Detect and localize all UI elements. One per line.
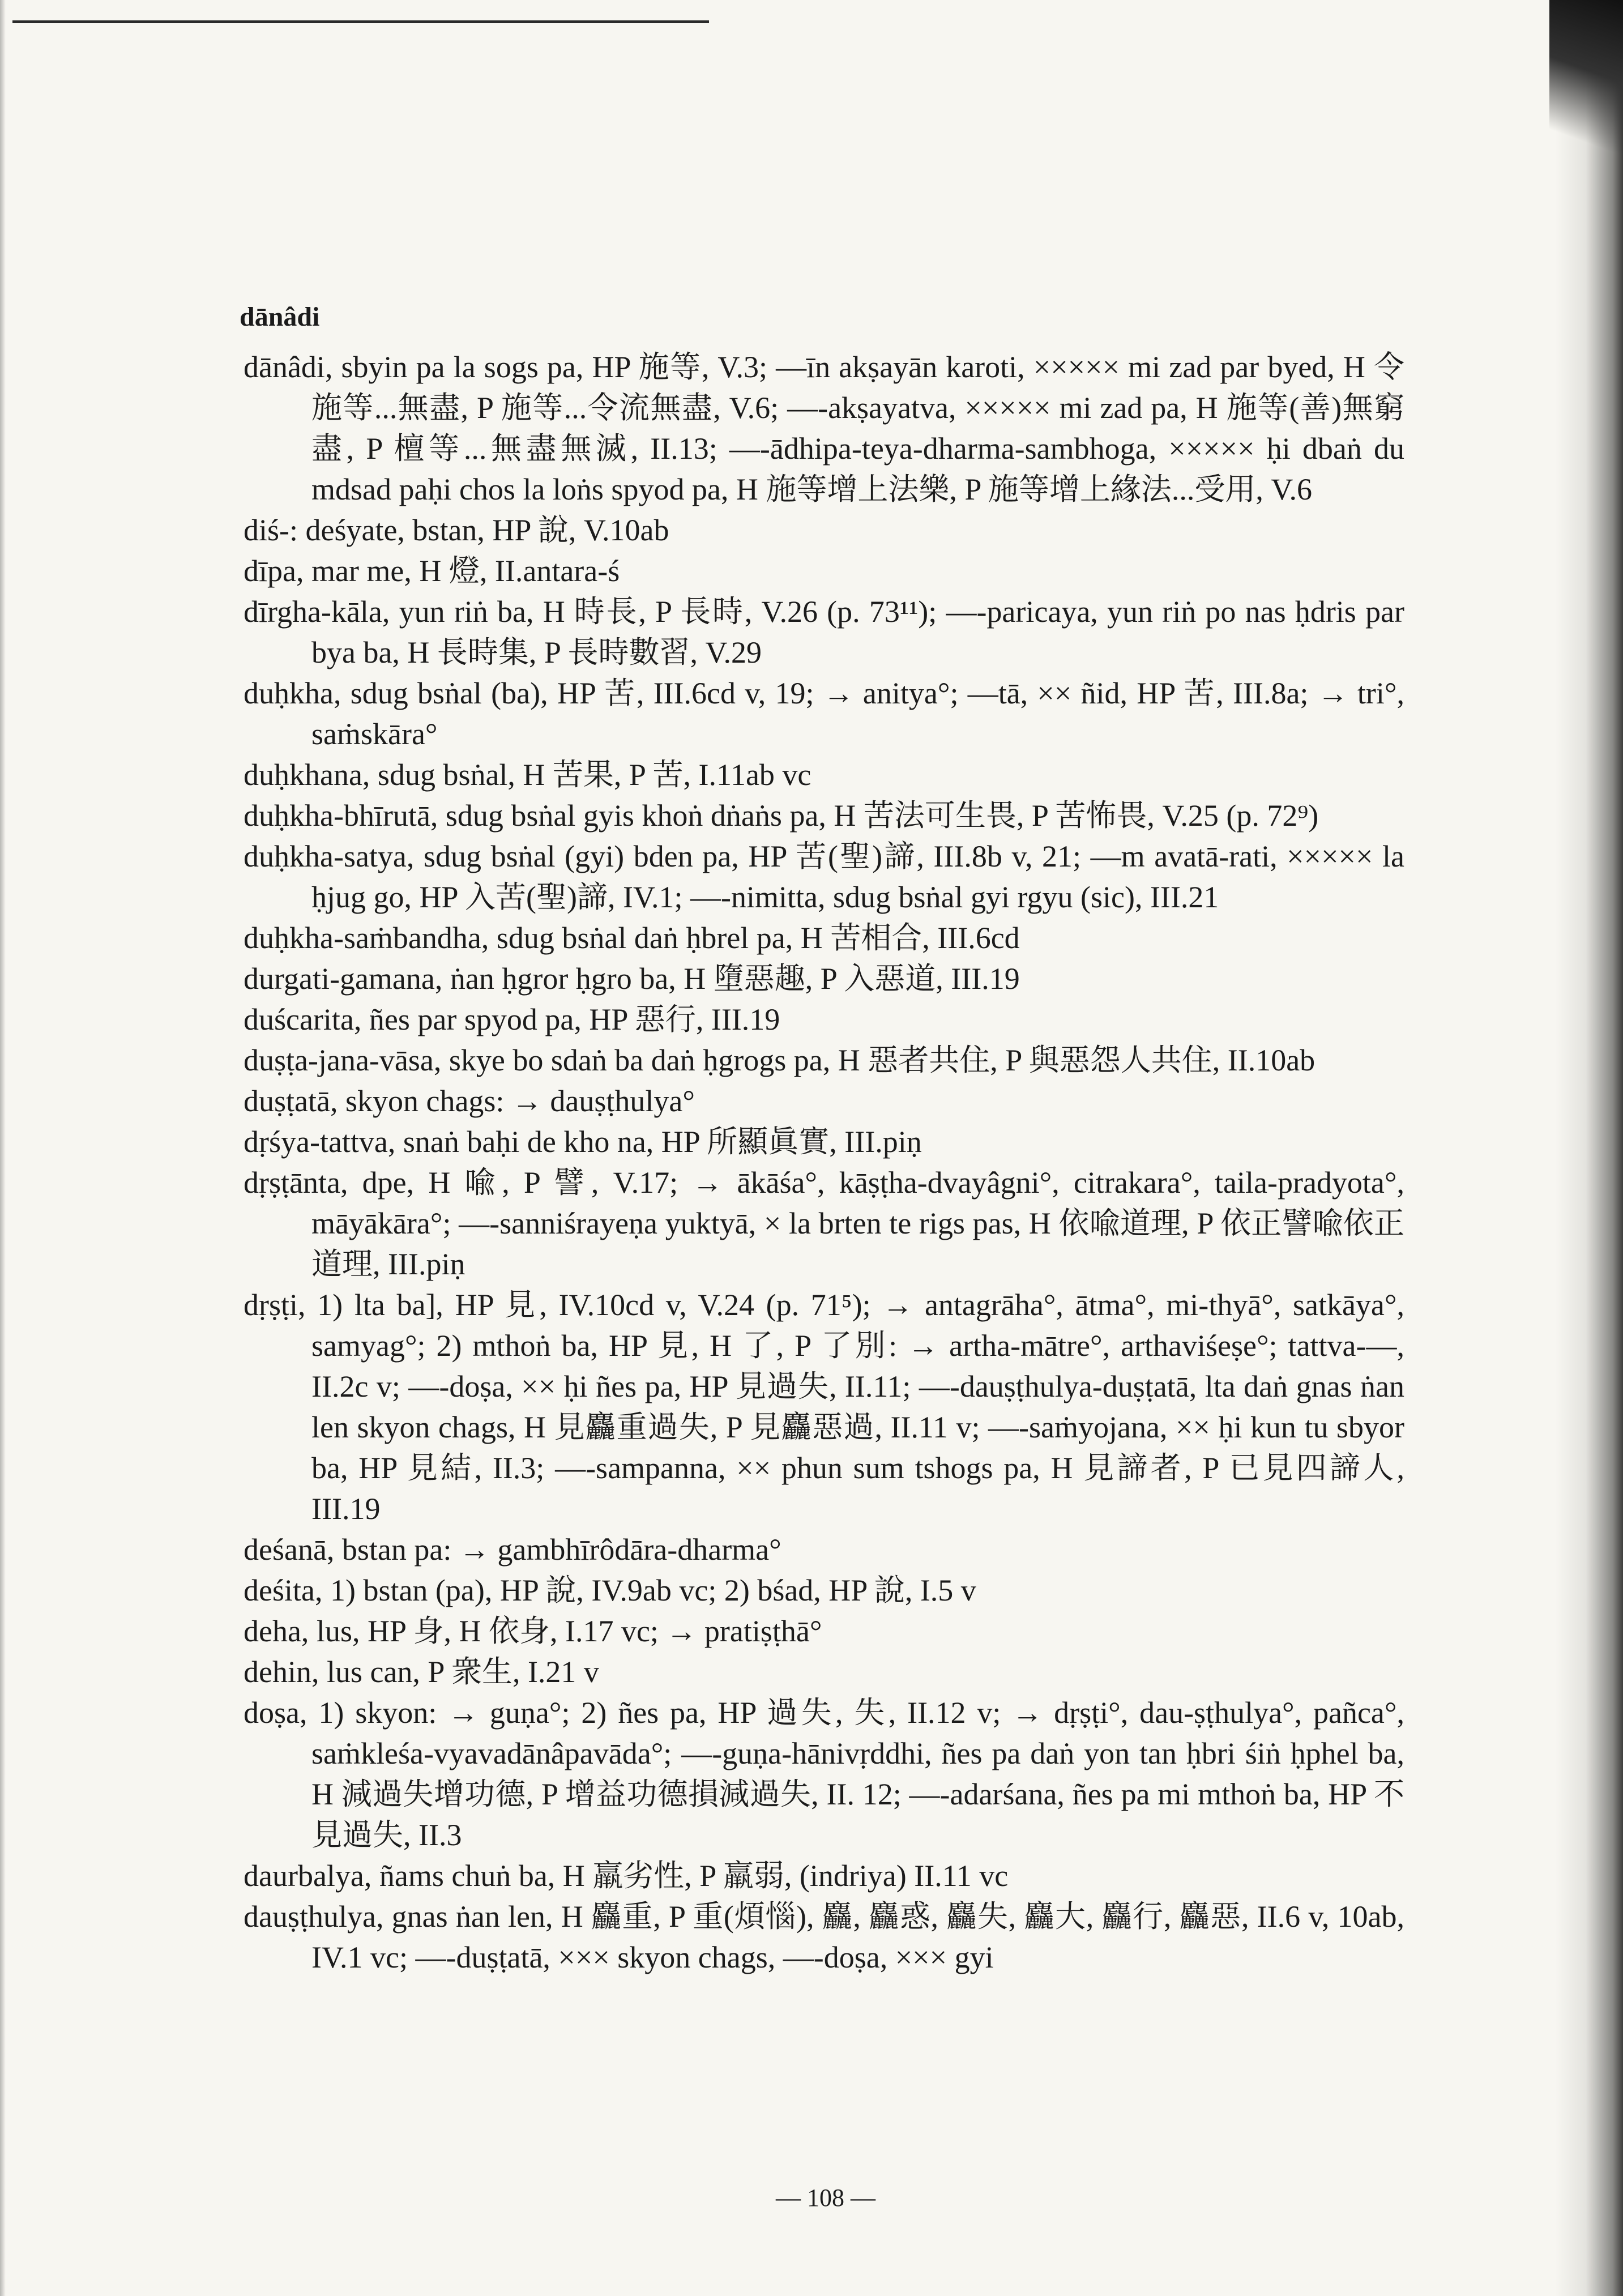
page-binding-shadow [1555,0,1623,2296]
running-header: dānâdi [240,302,320,332]
dictionary-entry: dehin, lus can, P 衆生, I.21 v [244,1655,599,1689]
dictionary-entry: duḥkha-satya, sdug bsṅal (gyi) bden pa, HP 苦(聖)諦, III.8b v, 21; —m avatā-rati, ××××× la ḥjug go, HP 入苦(聖)諦, IV.1; —-nimitta, sdug bsṅal gyi rgyu (sic), III.21 [244,839,1404,914]
dictionary-entry: deśanā, bstan pa: → gambhīrôdāra-dharma° [244,1533,781,1567]
page-number: — 108 — [776,2184,875,2212]
dictionary-entry: duḥkha-saṁbandha, sdug bsṅal daṅ ḥbrel pa, H 苦相合, III.6cd [244,921,1020,955]
dictionary-entry: deha, lus, HP 身, H 依身, I.17 vc; → pratiṣṭhā° [244,1614,822,1648]
top-rule [12,20,709,23]
dictionary-entries [244,347,1404,1978]
dictionary-entry: duḥkha, sdug bsṅal (ba), HP 苦, III.6cd v, 19; → anitya°; —tā, ×× ñid, HP 苦, III.8a; → tri°, saṁskāra° [244,676,1404,751]
dictionary-entry: dauṣṭhulya, gnas ṅan len, H 麤重, P 重(煩惱), 麤, 麤惑, 麤失, 麤大, 麤行, 麤惡, II.6 v, 10ab, IV.1 vc; —-duṣṭatā, ××× skyon chags, —-doṣa, ××× gyi [244,1900,1404,1974]
dictionary-entry: duḥkha-bhīrutā, sdug bsṅal gyis khoṅ dṅaṅs pa, H 苦法可生畏, P 苦怖畏, V.25 (p. 72⁹) [244,799,1319,833]
dictionary-entry: duṣṭatā, skyon chags: → dauṣṭhulya° [244,1084,695,1118]
dictionary-entry: deśita, 1) bstan (pa), HP 說, IV.9ab vc; 2) bśad, HP 說, I.5 v [244,1573,976,1607]
dictionary-entry: diś-: deśyate, bstan, HP 說, V.10ab [244,513,669,547]
dictionary-entry: dṛṣṭānta, dpe, H 喩, P 譬, V.17; → ākāśa°, kāṣṭha-dvayâgni°, citrakara°, taila-pradyota°, māyākāra°; —-sanniśrayeṇa yuktyā, × la brten te rigs pas, H 依喩道理, P 依正譬喩依正道理, III.piṇ [244,1166,1404,1281]
dictionary-entry: duḥkhana, sdug bsṅal, H 苦果, P 苦, I.11ab vc [244,758,812,792]
dictionary-entry: dīrgha-kāla, yun riṅ ba, H 時長, P 長時, V.26 (p. 73¹¹); —-paricaya, yun riṅ po nas ḥdris par bya ba, H 長時集, P 長時數習, V.29 [244,595,1404,669]
page-corner-curl [1549,0,1623,181]
dictionary-entry: doṣa, 1) skyon: → guṇa°; 2) ñes pa, HP 過失, 失, II.12 v; → dṛṣṭi°, dau-ṣṭhulya°, pañca°, saṁkleśa-vyavadānâpavāda°; —-guṇa-hānivṛddhi, ñes pa daṅ yon tan ḥbri śiṅ ḥphel ba, H 減過失增功德, P 增益功德損減過失, II. 12; —-adarśana, ñes pa mi mthoṅ ba, HP 不見過失, II.3 [244,1696,1404,1852]
dictionary-entry: dṛṣṭi, 1) lta ba], HP 見, IV.10cd v, V.24 (p. 71⁵); → antagrāha°, ātma°, mi-thyā°, satkāya°, samyag°; 2) mthoṅ ba, HP 見, H 了, P 了別: → artha-mātre°, arthaviśeṣe°; tattva-—, II.2c v; —-doṣa, ×× ḥi ñes pa, HP 見過失, II.11; —-dauṣṭhulya-duṣṭatā, lta daṅ gnas ṅan len skyon chags, H 見麤重過失, P 見麤惡過, II.11 v; —-saṁyojana, ×× ḥi kun tu sbyor ba, HP 見結, II.3; —-sampanna, ×× phun sum tshogs pa, H 見諦者, P 已見四諦人, III.19 [244,1288,1404,1526]
dictionary-entry: dīpa, mar me, H 燈, II.antara-ś [244,554,620,588]
dictionary-entry: dṛśya-tattva, snaṅ baḥi de kho na, HP 所顯眞實, III.piṇ [244,1125,922,1159]
dictionary-entry: duṣṭa-jana-vāsa, skye bo sdaṅ ba daṅ ḥgrogs pa, H 惡者共住, P 與惡怨人共住, II.10ab [244,1043,1316,1077]
dictionary-entry: durgati-gamana, ṅan ḥgror ḥgro ba, H 墮惡趣, P 入惡道, III.19 [244,962,1020,996]
dictionary-entry: daurbalya, ñams chuṅ ba, H 羸劣性, P 羸弱, (indriya) II.11 vc [244,1859,1009,1893]
dictionary-entry: dānâdi, sbyin pa la sogs pa, HP 施等, V.3; —īn akṣayān karoti, ××××× mi zad par byed, H 令施等...無盡, P 施等...令流無盡, V.6; —-akṣayatva, ××××× mi zad pa, H 施等(善)無窮盡, P 檀等...無盡無滅, II.13; —-ādhipa-teya-dharma-sambhoga, ××××× ḥi dbaṅ du mdsad paḥi chos la loṅs spyod pa, H 施等增上法樂, P 施等增上緣法...受用, V.6 [244,350,1404,506]
dictionary-entry: duścarita, ñes par spyod pa, HP 惡行, III.19 [244,1002,780,1036]
page-left-edge [0,0,6,2296]
